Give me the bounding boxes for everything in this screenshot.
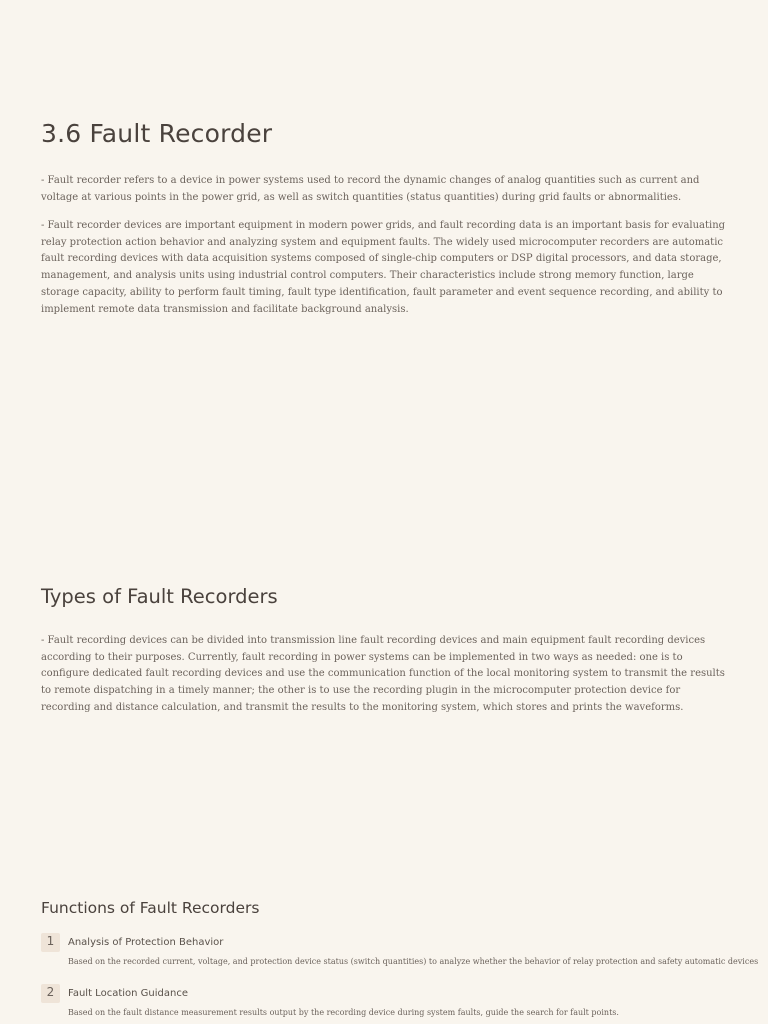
- number-badge: 2: [41, 984, 60, 1003]
- number-badge: 1: [41, 933, 60, 952]
- types-paragraph: - Fault recording devices can be divided into transmission line fault recording devices and main equipment fault recording devices according to their purposes. Currently, fault recording in power systems can be implemented in two ways as needed: one is to configure dedicated fault recording devices and use the communication function of the local monitoring system to transmit the results to remote dispatching in a timely manner; the other is to use the recording plugin in the microcomputer protection device for recording and distance calculation, and transmit the results to the monitoring system, which stores and prints the waveforms.: [41, 635, 725, 713]
- intro-paragraph-2: - Fault recorder devices are important equipment in modern power grids, and fault recording data is an important basis for evaluating relay protection action behavior and analyzing system and equipment faults. The widely used microcomputer recorders are automatic fault recording devices with data acquisition systems composed of single-chip computers or DSP digital processors, and data storage, management, and analysis units using industrial control computers. Their characteristics include strong memory function, large storage capacity, ability to perform fault timing, fault type identification, fault parameter and event sequence recording, and ability to implement remote data transmission and facilitate background analysis.: [41, 220, 726, 315]
- section-title: 3.6 Fault Recorder: [41, 119, 273, 148]
- functions-heading: Functions of Fault Recorders: [41, 899, 260, 917]
- function-title: Analysis of Protection Behavior: [68, 937, 224, 948]
- function-description: Based on the recorded current, voltage, and protection device status (switch quantities) to analyze whether the behavior of relay protection and safety automatic devices: [68, 957, 759, 966]
- function-title: Fault Location Guidance: [68, 988, 188, 999]
- intro-paragraph-1: - Fault recorder refers to a device in power systems used to record the dynamic changes of analog quantities such as current and voltage at various points in the power grid, as well as switch quantities (status quantities) during grid faults or abnormalities.: [41, 175, 700, 203]
- types-heading: Types of Fault Recorders: [41, 585, 278, 608]
- function-description: Based on the fault distance measurement results output by the recording device during system faults, guide the search for fault points.: [68, 1008, 619, 1017]
